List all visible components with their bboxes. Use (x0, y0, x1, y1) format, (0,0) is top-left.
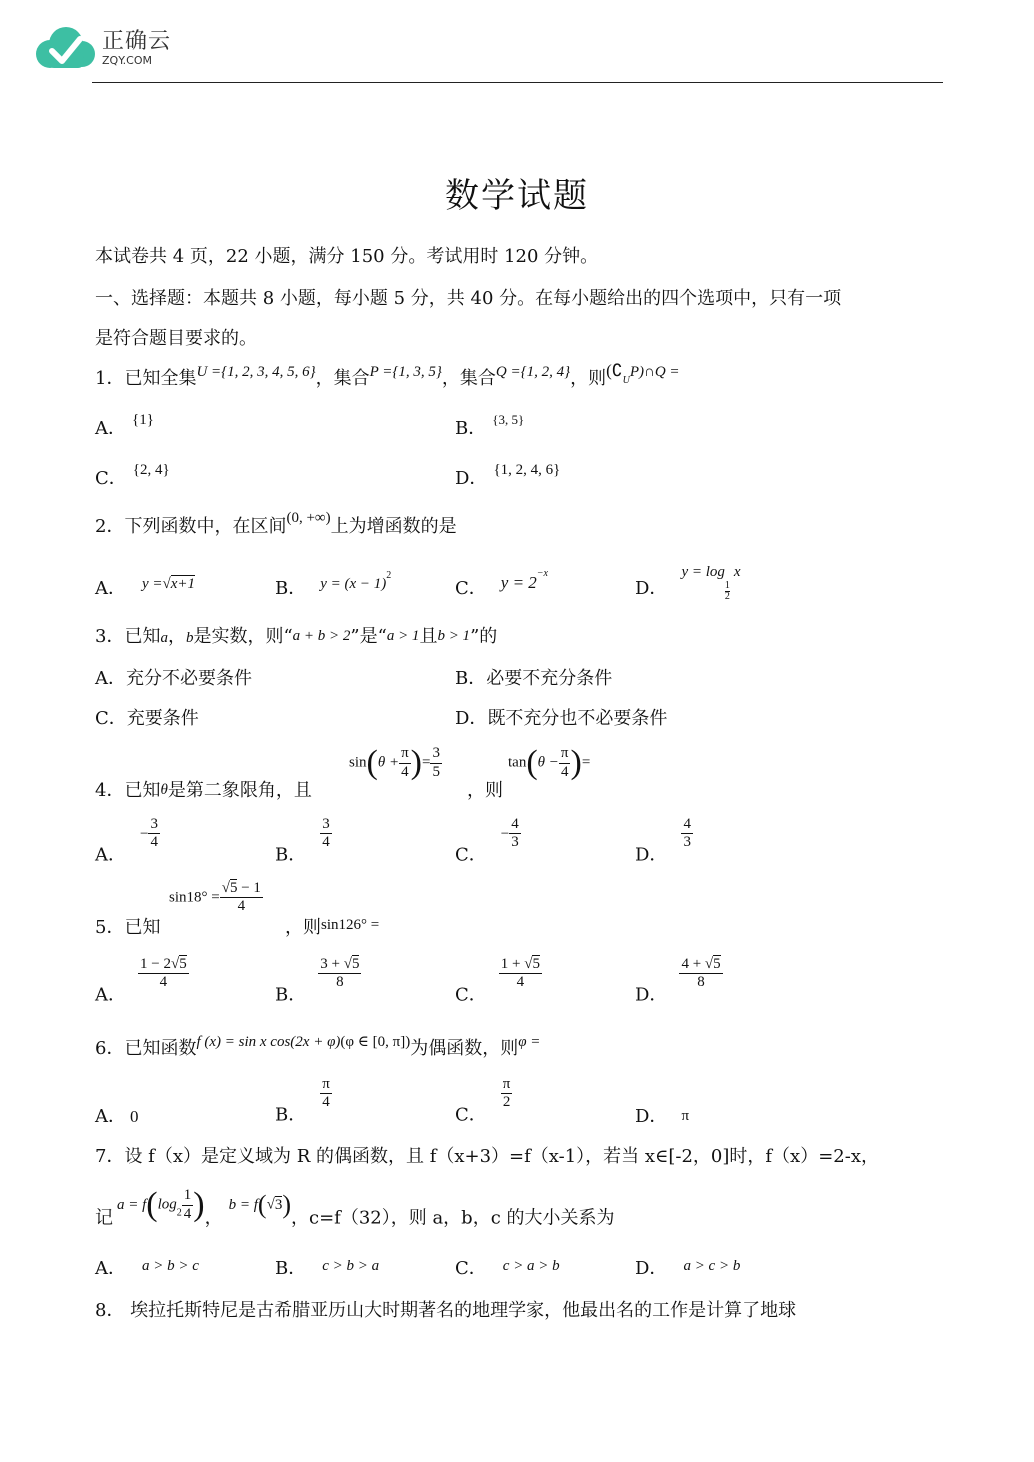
option-value: 既不充分也不必要条件 (487, 708, 668, 729)
q7-option-c (455, 1254, 560, 1280)
option-label: D． (455, 708, 488, 729)
q4-theta: θ (160, 782, 168, 798)
right-paren: ) (193, 1186, 205, 1223)
q6-option-b (275, 1076, 332, 1126)
option-label: C． (455, 578, 487, 599)
option-label: B． (275, 578, 307, 599)
question-5: 5．已知 (95, 917, 161, 938)
q3-condition-2: a > 1 (386, 628, 420, 644)
q2-text: 2．下列函数中，在区间 (95, 516, 287, 537)
q7-text-2: ，c=f（32），则 a，b，c 的大小关系为 (291, 1207, 615, 1229)
option-value: y = (x − 1) (320, 576, 387, 592)
q5-then-text: ，则 (285, 917, 321, 938)
frac-num: 3 (430, 745, 442, 763)
q6-option-d (635, 1102, 689, 1128)
frac-num (220, 880, 263, 898)
q5-option-d (635, 956, 723, 1006)
option-value: y = 2 (500, 573, 537, 592)
option-value: c > a > b (502, 1258, 560, 1274)
q4-ask-expression (508, 744, 590, 782)
option-label: D． (635, 1106, 668, 1127)
q7-option-b (275, 1254, 379, 1280)
q2-option-b (275, 569, 392, 600)
left-paren: ( (526, 744, 538, 781)
option-label: B． (275, 844, 307, 866)
num-pre: 1 − 2 (140, 956, 171, 972)
q1-set-q: Q ={1, 2, 4} (495, 364, 571, 380)
sin-argument: θ + (377, 754, 400, 771)
option-value: y = (142, 576, 163, 592)
question-2 (95, 512, 457, 538)
q4-option-d (635, 816, 693, 866)
option-sign: − (140, 826, 149, 843)
q1-text: ，集合 (315, 368, 370, 389)
option-fraction (320, 816, 332, 852)
fraction-1-4 (182, 1187, 194, 1223)
tan-label: tan (508, 754, 527, 771)
q1-text-3: ，则 (570, 368, 607, 389)
exam-intro: 本试卷共 4 页，22 小题，满分 150 分。考试用时 120 分钟。 (95, 246, 599, 267)
q6-option-a (95, 1102, 139, 1128)
option-fraction (501, 1076, 513, 1112)
q2-option-c (455, 567, 548, 600)
q4-text: 4．已知 (95, 780, 161, 801)
q7-b-lhs: b = f (228, 1196, 258, 1213)
sqrt-symbol: √ (524, 956, 533, 972)
option-label: D． (635, 1258, 668, 1279)
log-base: 2 (176, 1207, 182, 1219)
section-heading-line1: 一、选择题：本题共 8 小题，每小题 5 分，共 40 分。在每小题给出的四个选项中，只有一项 (95, 288, 842, 309)
q3-condition-3: b > 1 (437, 628, 471, 644)
sqrt-symbol: √ (343, 956, 352, 972)
option-value: y = log (681, 564, 725, 580)
option-label: C． (455, 984, 487, 1006)
equals: = (422, 754, 431, 771)
q7-comma: ， (204, 1207, 223, 1229)
q3-option-c (95, 704, 199, 730)
q3-text-3: ”是“ (350, 626, 387, 647)
section-heading-line2: 是符合题目要求的。 (95, 328, 257, 349)
option-value: {1, 2, 4, 6} (493, 462, 561, 478)
frac-num-rest: − 1 (237, 880, 261, 896)
frac-num: 3 (320, 816, 332, 834)
q4-option-b (275, 816, 332, 866)
frac-den: 8 (336, 974, 344, 991)
num-pre: 4 + (681, 956, 705, 972)
q7-a-lhs: a = f (117, 1196, 147, 1213)
q5-option-a (95, 956, 189, 1006)
log-base (725, 581, 730, 602)
log-base-den: 2 (724, 591, 730, 602)
q6-text: 6．已知函数 (95, 1038, 197, 1059)
option-value: 必要不充分条件 (486, 668, 613, 689)
equals: = (581, 754, 591, 771)
q1-number: 1．已知全集 (95, 368, 197, 389)
frac-num (138, 956, 189, 974)
tan-argument: θ − (537, 754, 559, 771)
option-label: C． (95, 708, 127, 729)
option-fraction (681, 816, 693, 852)
exponent: −x (536, 567, 548, 579)
q5-given-fraction (220, 880, 263, 916)
option-label: D． (635, 844, 668, 866)
question-6 (95, 1034, 540, 1060)
sqrt-radicand: x+1 (170, 576, 196, 592)
frac-num: π (320, 1076, 332, 1094)
q3-text: 3．已知 (95, 626, 161, 647)
frac-num: 1 (182, 1187, 194, 1205)
option-label: C． (95, 468, 127, 489)
option-fraction (320, 1076, 332, 1112)
frac-num: π (559, 745, 571, 763)
frac-den: 3 (511, 834, 519, 851)
q3-option-d (455, 704, 667, 730)
q3-var-b: b (185, 630, 194, 646)
sqrt-symbol: √ (170, 956, 180, 972)
log-base-num: 1 (724, 580, 730, 591)
frac-num (499, 956, 542, 974)
q6-text-2: 为偶函数，则 (410, 1038, 519, 1059)
question-4 (95, 776, 312, 802)
sqrt-radicand: 5 (532, 956, 540, 972)
option-label: D． (455, 468, 488, 489)
q1-complement: (∁ (606, 361, 623, 380)
option-label: D． (635, 578, 668, 599)
q4-given-expression (349, 744, 442, 782)
frac-num (318, 956, 361, 974)
option-label: B． (455, 668, 487, 689)
q1-universal-set: U ={1, 2, 3, 4, 5, 6} (196, 364, 316, 380)
frac-den: 4 (516, 974, 525, 991)
sqrt-radicand: 3 (274, 1196, 283, 1213)
option-label: B． (275, 1258, 307, 1279)
option-label: B． (275, 984, 307, 1006)
option-label: A． (95, 844, 126, 866)
option-value: 充分不必要条件 (126, 668, 252, 689)
option-label: A． (95, 1106, 126, 1127)
brand-name: 正确云 (102, 29, 172, 54)
frac-den: 4 (183, 1205, 192, 1222)
q1-text-2: ，集合 (441, 368, 496, 389)
q1-option-a (95, 414, 154, 440)
sqrt-radicand: 5 (713, 956, 721, 972)
q1-option-d (455, 464, 560, 490)
num-pre: 3 + (320, 956, 344, 972)
frac-num: 3 (148, 816, 160, 834)
brand-domain: ZQY.COM (102, 54, 153, 67)
frac-den: 5 (432, 763, 440, 780)
q5-given (169, 880, 263, 916)
option-label: A． (95, 1258, 126, 1279)
left-paren: ( (257, 1190, 267, 1219)
q4-then: ，则 (467, 780, 503, 801)
q4-text-2: 是第二象限角，且 (167, 780, 312, 801)
question-1 (95, 361, 680, 392)
q4-option-a (95, 816, 160, 866)
q2-option-a (95, 574, 195, 600)
frac-num: π (399, 745, 411, 763)
frac-den: 8 (697, 974, 705, 991)
q3-option-a (95, 664, 252, 690)
fraction-3-5 (430, 745, 442, 781)
frac-den: 4 (322, 1094, 330, 1111)
frac-den: 4 (322, 834, 330, 851)
log-label: log (157, 1196, 177, 1213)
option-value: {1} (132, 412, 154, 428)
option-fraction (679, 956, 722, 992)
option-value: 0 (130, 1107, 139, 1126)
option-label: C． (455, 1104, 487, 1126)
option-label: A． (95, 668, 126, 689)
option-value: {2, 4} (132, 462, 170, 478)
right-paren: ) (410, 744, 422, 781)
right-paren: ) (282, 1190, 291, 1219)
option-value: {3, 5} (492, 412, 525, 427)
q6-ask: φ = (518, 1034, 541, 1050)
left-paren: ( (146, 1186, 158, 1223)
log-arg: x (733, 564, 741, 580)
sin-label: sin (349, 754, 367, 771)
q2-text-2: 上为增函数的是 (330, 516, 457, 537)
frac-num (679, 956, 722, 974)
left-paren: ( (366, 744, 378, 781)
q3-text-2: 是实数，则“ (193, 626, 293, 647)
q2-interval: (0, +∞) (286, 510, 331, 526)
option-label: A． (95, 578, 126, 599)
question-7-line1: 7．设 f（x）是定义域为 R 的偶函数，且 f（x+3）=f（x-1），若当 x∈[-2，0]时，f（x）=2-x， (95, 1146, 879, 1167)
frac-den: 4 (150, 834, 158, 851)
q5-then (285, 913, 379, 939)
frac-den: 4 (237, 898, 246, 915)
q1-set-p: P ={1, 3, 5} (369, 364, 442, 380)
q5-given-lhs: sin18° = (169, 889, 220, 906)
option-label: A． (95, 984, 126, 1006)
option-label: C． (455, 844, 487, 866)
sqrt-radicand: 5 (179, 956, 187, 972)
q3-text-4: 且 (419, 626, 438, 647)
q1-expression: P)∩Q = (629, 364, 680, 380)
header-divider (92, 82, 943, 83)
option-label: C． (455, 1258, 487, 1279)
question-3 (95, 622, 497, 648)
frac-num: 4 (681, 816, 693, 834)
sqrt-symbol: √ (266, 1196, 275, 1213)
option-fraction (138, 956, 189, 992)
option-value: 充要条件 (126, 708, 199, 729)
exponent: 2 (386, 569, 392, 581)
cloud-check-icon (30, 24, 98, 74)
option-label: A． (95, 418, 126, 439)
option-sign: − (500, 826, 510, 843)
sqrt-radicand: 5 (351, 956, 360, 972)
frac-den: 4 (401, 763, 409, 780)
q4-option-c (455, 816, 521, 866)
option-fraction (509, 816, 521, 852)
q5-option-b (275, 956, 361, 1006)
frac-den: 4 (560, 763, 569, 780)
right-paren: ) (570, 744, 582, 781)
option-value: a > b > c (142, 1258, 199, 1274)
option-fraction (148, 816, 160, 852)
frac-den: 3 (683, 834, 691, 851)
q5-ask: sin126° = (321, 917, 380, 933)
option-value: π (681, 1108, 690, 1124)
option-fraction (318, 956, 361, 992)
sqrt-symbol: √ (221, 880, 230, 896)
q6-function: f (x) = sin x cos(2x + φ) (196, 1034, 341, 1050)
q1-complement-sub: U (622, 374, 630, 386)
q6-domain: (φ ∈ [0, π]) (340, 1034, 411, 1050)
q2-option-d (635, 564, 741, 608)
q3-condition-1: a + b > 2 (292, 628, 351, 644)
q1-option-c (95, 464, 170, 490)
frac-num: π (501, 1076, 513, 1094)
fraction-pi-4 (559, 745, 571, 781)
q7-text: 记 (95, 1207, 113, 1229)
q3-comma: ， (167, 626, 186, 647)
page-title: 数学试题 (445, 176, 589, 216)
question-7-line2 (95, 1186, 615, 1230)
num-pre: 1 + (500, 956, 525, 972)
fraction-pi-4 (399, 745, 411, 781)
sqrt-symbol: √ (162, 576, 171, 592)
q1-option-b (455, 414, 524, 440)
q7-option-a (95, 1254, 199, 1280)
option-fraction (499, 956, 542, 992)
brand-logo (30, 22, 190, 76)
sqrt-radicand: 5 (229, 880, 238, 896)
q5-option-c (455, 956, 542, 1006)
q7-option-d (635, 1254, 740, 1280)
option-value: a > c > b (683, 1258, 741, 1274)
option-label: B． (275, 1104, 307, 1126)
sqrt-symbol: √ (704, 956, 714, 972)
q3-option-b (455, 664, 612, 690)
option-label: D． (635, 984, 668, 1006)
frac-den: 2 (502, 1094, 511, 1111)
frac-num: 4 (509, 816, 521, 834)
option-value: c > b > a (322, 1258, 380, 1274)
frac-den: 4 (159, 974, 168, 991)
q3-var-a: a (160, 630, 168, 646)
option-label: B． (455, 418, 487, 439)
q3-text-5: ”的 (470, 626, 498, 647)
q6-option-c (455, 1076, 512, 1126)
question-8: 8． 埃拉托斯特尼是古希腊亚历山大时期著名的地理学家，他最出名的工作是计算了地球 (95, 1300, 797, 1321)
